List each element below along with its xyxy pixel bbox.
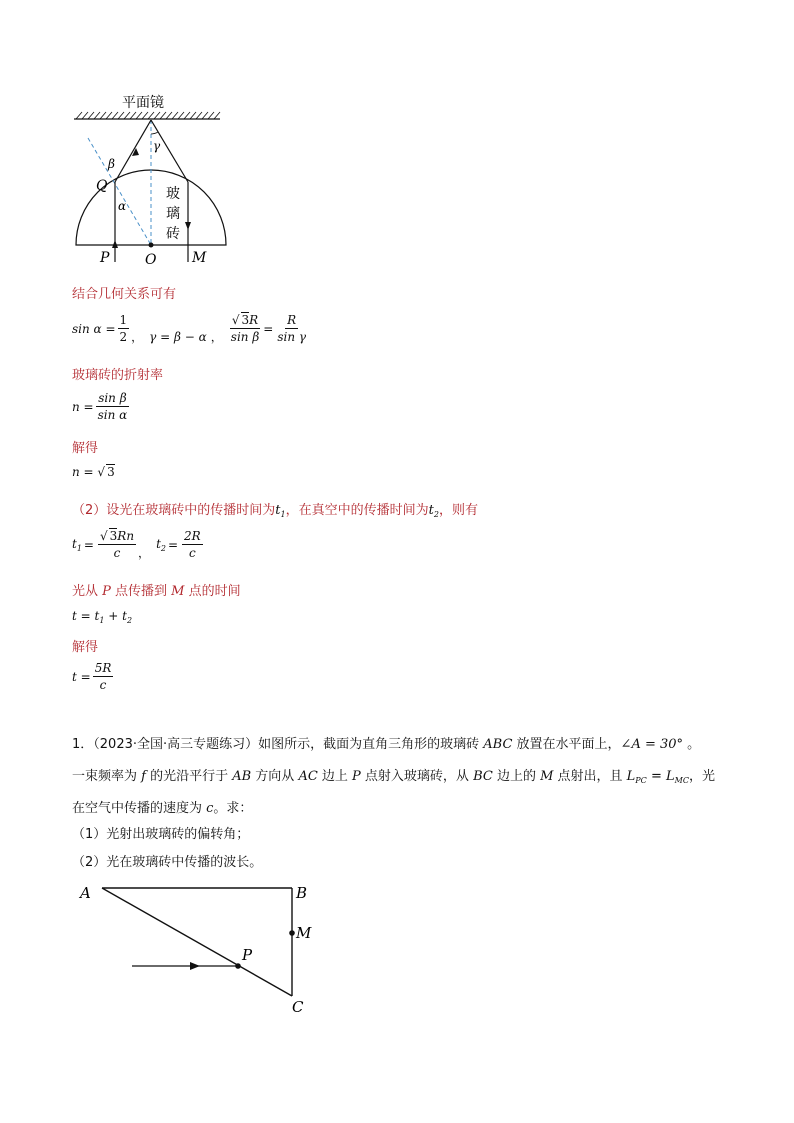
t2-lhs: $t_2$ (156, 536, 166, 553)
eq3-r-den: sin γ (277, 330, 307, 344)
time-equations: $t_1$ = $\frac{√ 3Rn}{c}$ ， $t_2$ = $\frac{2R}{c}$ (72, 529, 201, 560)
label-m: M (192, 250, 207, 266)
eq3-right-frac (275, 312, 308, 345)
ray-q-to-mirror (115, 120, 151, 182)
eq1-lhs: sin α = (72, 321, 116, 336)
t2-num: 2R (184, 529, 201, 543)
t-num: 5R (94, 661, 112, 675)
part2-text: （2）设光在玻璃砖中的传播时间为$t_1$，在真空中的传播时间为$t_2$，则有 (72, 503, 478, 519)
solve-label-1: 解得 (72, 441, 99, 456)
n-result: n = √ 3 (72, 465, 115, 479)
figure-triangle (72, 878, 332, 1018)
geometry-equations (72, 312, 310, 345)
mirror-hatch (76, 112, 220, 119)
label-beta: β (108, 157, 115, 171)
eq1-num: 1 (119, 313, 128, 327)
problem-line-3: 在空气中传播的速度为 c。求： (72, 801, 253, 816)
question-2: （2）光在玻璃砖中传播的波长。 (72, 855, 263, 870)
point-p (235, 963, 241, 969)
eq3-num: √ 3R (231, 313, 259, 327)
label-b: B (296, 884, 308, 902)
eq1-frac (118, 312, 130, 345)
n-lhs: n = (72, 399, 94, 414)
label-p2: P (242, 946, 253, 964)
glass-label-1: 玻 (166, 186, 180, 202)
label-p: P (100, 250, 110, 266)
t1-frac (98, 528, 136, 561)
label-q: Q (96, 178, 108, 194)
eq2-sep: ， (210, 330, 223, 344)
glass-label-3: 砖 (166, 226, 180, 242)
arrow-down-icon (185, 222, 191, 230)
refraction-label: 玻璃砖的折射率 (72, 368, 164, 383)
glass-label-2: 璃 (166, 206, 180, 222)
solve-label-2: 解得 (72, 640, 99, 655)
problem-line-2: 一束频率为 f 的光沿平行于 AB 方向从 AC 边上 P 点射入玻璃砖，从 BC 边上的 M 点射出，且 $L_{PC} = L_{MC}$，光 (72, 769, 715, 785)
t1-den: c (113, 546, 121, 560)
eq3-left-frac (229, 312, 261, 345)
label-c: C (292, 998, 304, 1016)
label-alpha: α (118, 199, 127, 213)
gamma-arc (151, 132, 158, 134)
label-a: A (80, 884, 91, 902)
pm-text: 光从 P 点传播到 M 点的时间 (72, 584, 241, 599)
side-ac (102, 888, 292, 996)
n-num: sin β (98, 391, 127, 405)
t-result: t = $\frac{5R}{c}$ (72, 661, 112, 692)
point-m (289, 930, 295, 936)
t1-lhs: $t_1$ (72, 536, 82, 553)
eq2: γ = β − α (149, 329, 207, 344)
mirror-label: 平面镜 (122, 95, 164, 111)
n-den: sin α (97, 408, 128, 422)
arrow-right-icon (190, 962, 200, 970)
eq3-den: sin β (230, 330, 260, 344)
label-m2: M (296, 924, 312, 942)
eq1-sep: ， (131, 330, 144, 344)
t-frac (93, 660, 114, 693)
label-gamma: γ (153, 139, 161, 153)
n-equation (72, 390, 131, 423)
label-o: O (145, 252, 157, 268)
t2-den: c (189, 546, 196, 560)
t-den: c (99, 678, 107, 692)
point-o (149, 243, 154, 248)
problem-line-1: 1．（2023·全国·高三专题练习）如图所示，截面为直角三角形的玻璃砖 ABC 放置在水平面上，∠A = 30° 。 (72, 737, 701, 752)
arrow-up-icon (112, 240, 118, 248)
figure-mirror-semicircle (60, 90, 250, 270)
eq1-den: 2 (119, 330, 128, 344)
eq3-eq: = (263, 321, 274, 336)
n-frac (96, 390, 130, 423)
t2-frac (182, 528, 203, 561)
t-sum-equation: $t = t_1 + t_2$ (72, 609, 133, 625)
geometry-intro: 结合几何关系可有 (72, 287, 177, 302)
t-sep: ， (138, 546, 151, 560)
t1-num: √ 3Rn (99, 529, 135, 543)
eq3-r-num: R (287, 313, 297, 327)
question-1: （1）光射出玻璃砖的偏转角； (72, 827, 250, 842)
